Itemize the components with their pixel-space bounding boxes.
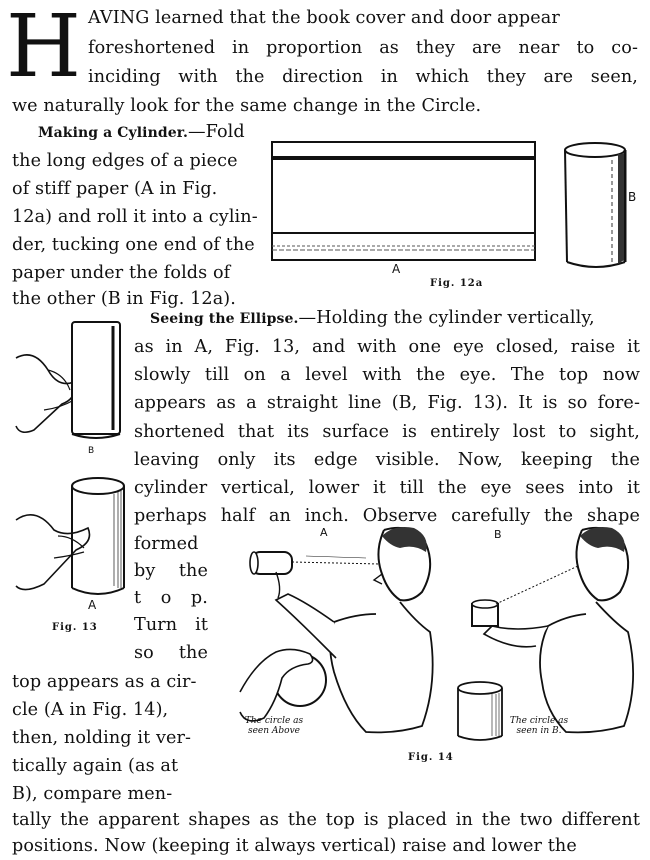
narrow-column-line: formed [134,534,199,554]
seeing-ellipse-heading: Seeing the Ellipse. [150,311,299,327]
bottom-column-line: cle (A in Fig. 14), [12,700,169,720]
fig14-caption: Fig. 14 [408,752,454,763]
intro-first-word: AVING [88,8,150,28]
making-cylinder-line-1 [38,118,245,147]
bottom-column-line: then, nolding it ver- [12,728,192,748]
seeing-ellipse-line: shortened that its surface is entirely lost to sight, [134,422,640,442]
making-cylinder-line: paper under the folds of [12,263,231,283]
fig13-hand-holding-cylinder-a [14,476,129,601]
closing-line: tally the apparent shapes as the top is placed in the two different [12,810,640,830]
seeing-ellipse-line: leaving only its edge visible. Now, keeping the [134,450,640,470]
making-cylinder-line-1-text: —Fold [187,122,245,142]
fig12a-paper-illustration [270,138,540,263]
fig12a-caption: Fig. 12a [430,278,484,289]
seeing-ellipse-line: cylinder vertical, lower it till the eye sees into it [134,478,640,498]
making-cylinder-heading: Making a Cylinder. [38,125,188,141]
intro-line-4: we naturally look for the same change in the Circle. [12,96,482,116]
intro-line-1-text: learned that the book cover and door appear [149,8,560,28]
making-cylinder-line: the other (B in Fig. 12a). [12,289,236,309]
closing-line: positions. Now (keeping it always vertical) raise and lower the [12,836,577,856]
seeing-ellipse-line-1-text: —Holding the cylinder vertically, [298,308,595,328]
seeing-ellipse-line-1 [150,304,595,333]
bottom-column-line: tically again (as at [12,756,179,776]
seeing-ellipse-line: perhaps half an inch. Observe carefully the shape [134,506,640,526]
intro-line-2: foreshortened in proportion as they are near to co- [88,38,638,58]
narrow-column-line: so the [134,643,208,663]
drop-cap: H [6,0,81,97]
bottom-column-line: B), compare men- [12,784,173,804]
seeing-ellipse-line: appears as a straight line (B, Fig. 13). It is so fore- [134,393,640,413]
intro-line-1 [88,4,638,32]
seeing-ellipse-line: slowly till on a level with the eye. The top now [134,365,640,385]
fig14-note-b: The circle as seen in B. [509,716,569,736]
making-cylinder-line: der, tucking one end of the [12,235,255,255]
fig14-note-a: The circle as seen Above [244,716,304,736]
fig13-caption: Fig. 13 [52,622,98,633]
making-cylinder-line: the long edges of a piece [12,151,238,171]
narrow-column-line: by the [134,561,208,581]
fig13-label-b: B [88,446,95,456]
narrow-column-line: t o p. [134,588,208,608]
fig13-label-a: A [88,598,97,612]
making-cylinder-line: of stiff paper (A in Fig. [12,179,218,199]
fig13-hand-holding-cylinder-b [14,318,129,443]
narrow-column-line: Turn it [134,615,208,635]
bottom-column-line: top appears as a cir- [12,672,197,692]
fig12a-label-a: A [392,262,401,276]
intro-line-3: inciding with the direction in which they are seen, [88,67,638,87]
making-cylinder-line: 12a) and roll it into a cylin- [12,207,258,227]
fig12a-label-b: B [628,190,637,204]
fig12a-rolled-cylinder-illustration [562,140,632,275]
seeing-ellipse-line: as in A, Fig. 13, and with one eye closed, raise it [134,337,640,357]
fig14-label-a: A [320,526,328,539]
fig14-label-b: B [494,528,502,541]
